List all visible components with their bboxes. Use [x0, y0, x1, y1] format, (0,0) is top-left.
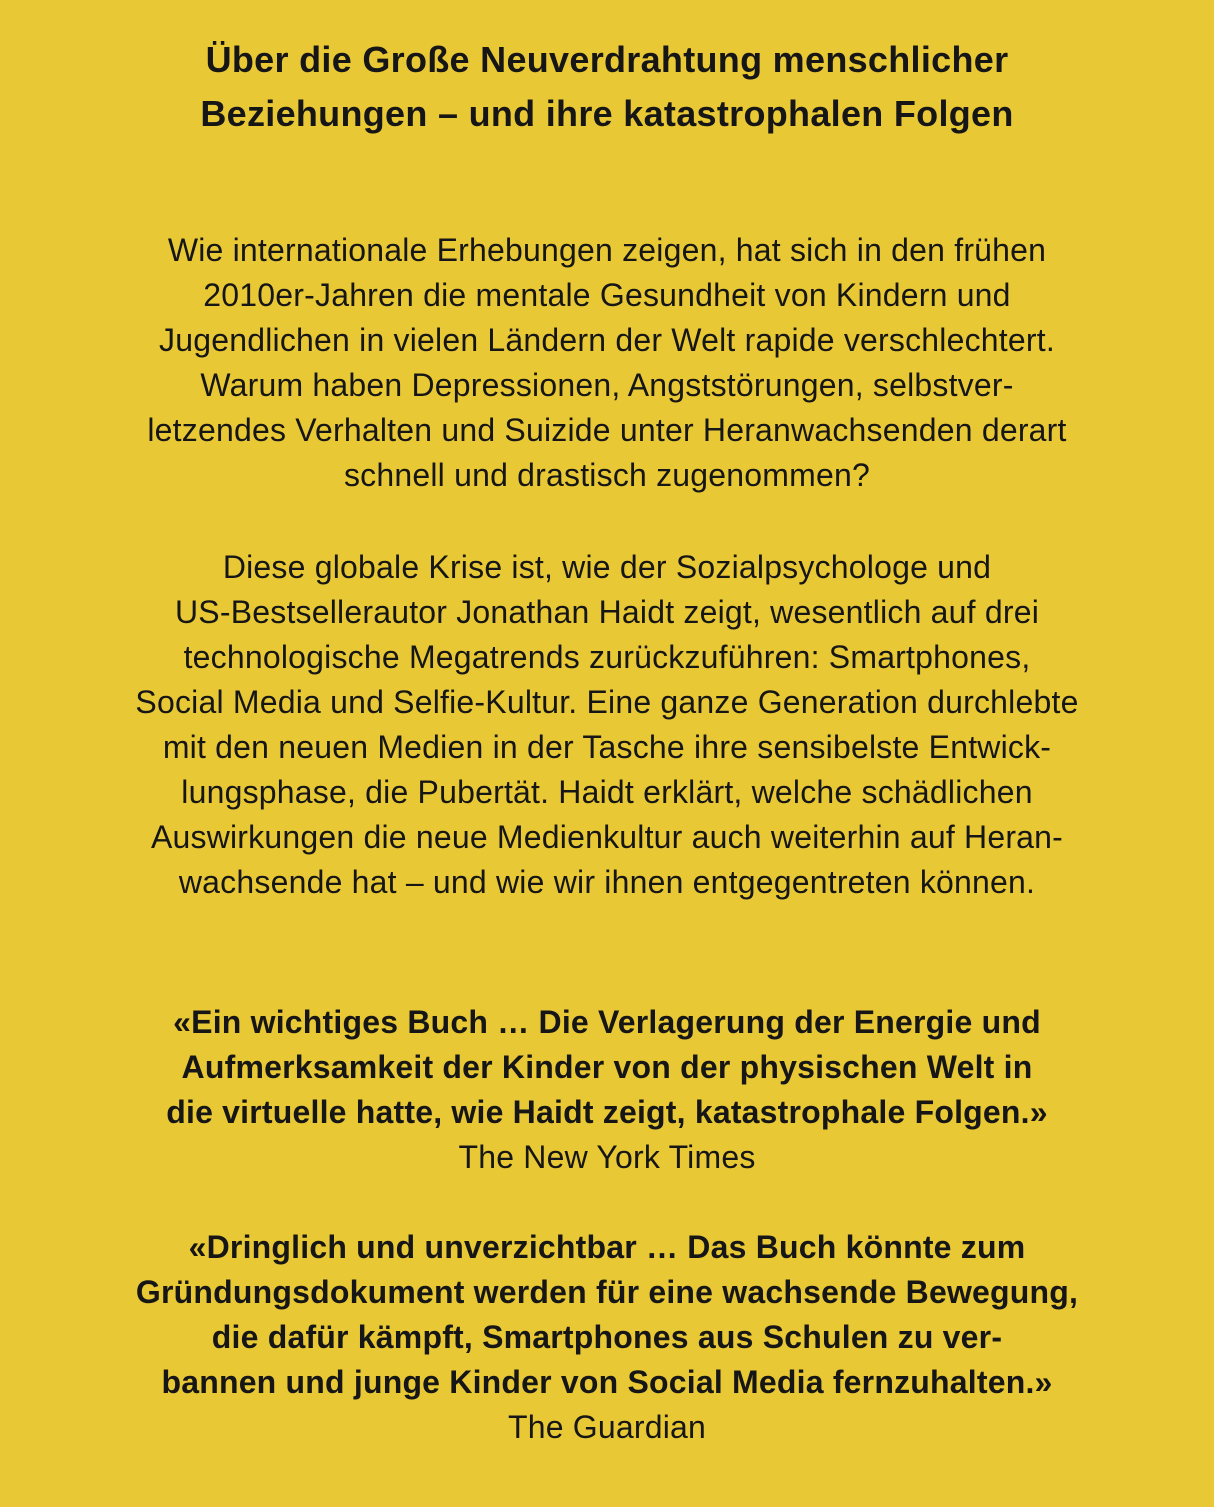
blurb-paragraph-1 [0, 228, 1214, 498]
blurb-paragraph-2 [0, 545, 1214, 905]
headline-line: Über die Große Neuverdrahtung menschlicher [205, 39, 1009, 80]
paragraph-line: Social Media und Selfie-Kultur. Eine ganze Generation durchlebte [135, 684, 1079, 720]
press-quote-nyt [0, 1000, 1214, 1180]
paragraph-line: Jugendlichen in vielen Ländern der Welt rapide verschlechtert. [159, 322, 1055, 358]
headline-line: Beziehungen – und ihre katastrophalen Folgen [200, 93, 1014, 134]
quote-line: «Ein wichtiges Buch … Die Verlagerung der Energie und [173, 1004, 1041, 1040]
quote-line: bannen und junge Kinder von Social Media fernzuhalten.» [161, 1364, 1053, 1400]
quote-source-guardian: The Guardian [507, 1409, 707, 1445]
paragraph-line: technologische Megatrends zurückzuführen: Smartphones, [183, 639, 1031, 675]
paragraph-line: Diese globale Krise ist, wie der Sozialpsychologe und [222, 549, 992, 585]
paragraph-line: wachsende hat – und wie wir ihnen entgegentreten können. [178, 864, 1036, 900]
quote-line: Aufmerksamkeit der Kinder von der physischen Welt in [181, 1049, 1033, 1085]
paragraph-line: schnell und drastisch zugenommen? [343, 457, 870, 493]
paragraph-line: Wie internationale Erhebungen zeigen, hat sich in den frühen [167, 232, 1047, 268]
paragraph-line: Auswirkungen die neue Medienkultur auch weiterhin auf Heran- [150, 819, 1064, 855]
quote-line: Gründungsdokument werden für eine wachsende Bewegung, [135, 1274, 1079, 1310]
cover-headline [0, 33, 1214, 141]
paragraph-line: lungsphase, die Pubertät. Haidt erklärt, welche schädlichen [181, 774, 1033, 810]
quote-line: die dafür kämpft, Smartphones aus Schulen zu ver- [211, 1319, 1003, 1355]
paragraph-line: Warum haben Depressionen, Angststörungen, selbstver- [200, 367, 1014, 403]
paragraph-line: 2010er-Jahren die mentale Gesundheit von Kindern und [203, 277, 1011, 313]
paragraph-line: letzendes Verhalten und Suizide unter Heranwachsenden derart [147, 412, 1067, 448]
press-quote-guardian [0, 1225, 1214, 1450]
paragraph-line: US-Bestsellerautor Jonathan Haidt zeigt, wesentlich auf drei [175, 594, 1039, 630]
quote-line: «Dringlich und unverzichtbar … Das Buch könnte zum [188, 1229, 1026, 1265]
paragraph-line: mit den neuen Medien in der Tasche ihre sensibelste Entwick- [162, 729, 1052, 765]
quote-source-nyt: The New York Times [458, 1139, 756, 1175]
quote-line: die virtuelle hatte, wie Haidt zeigt, katastrophale Folgen.» [166, 1094, 1048, 1130]
